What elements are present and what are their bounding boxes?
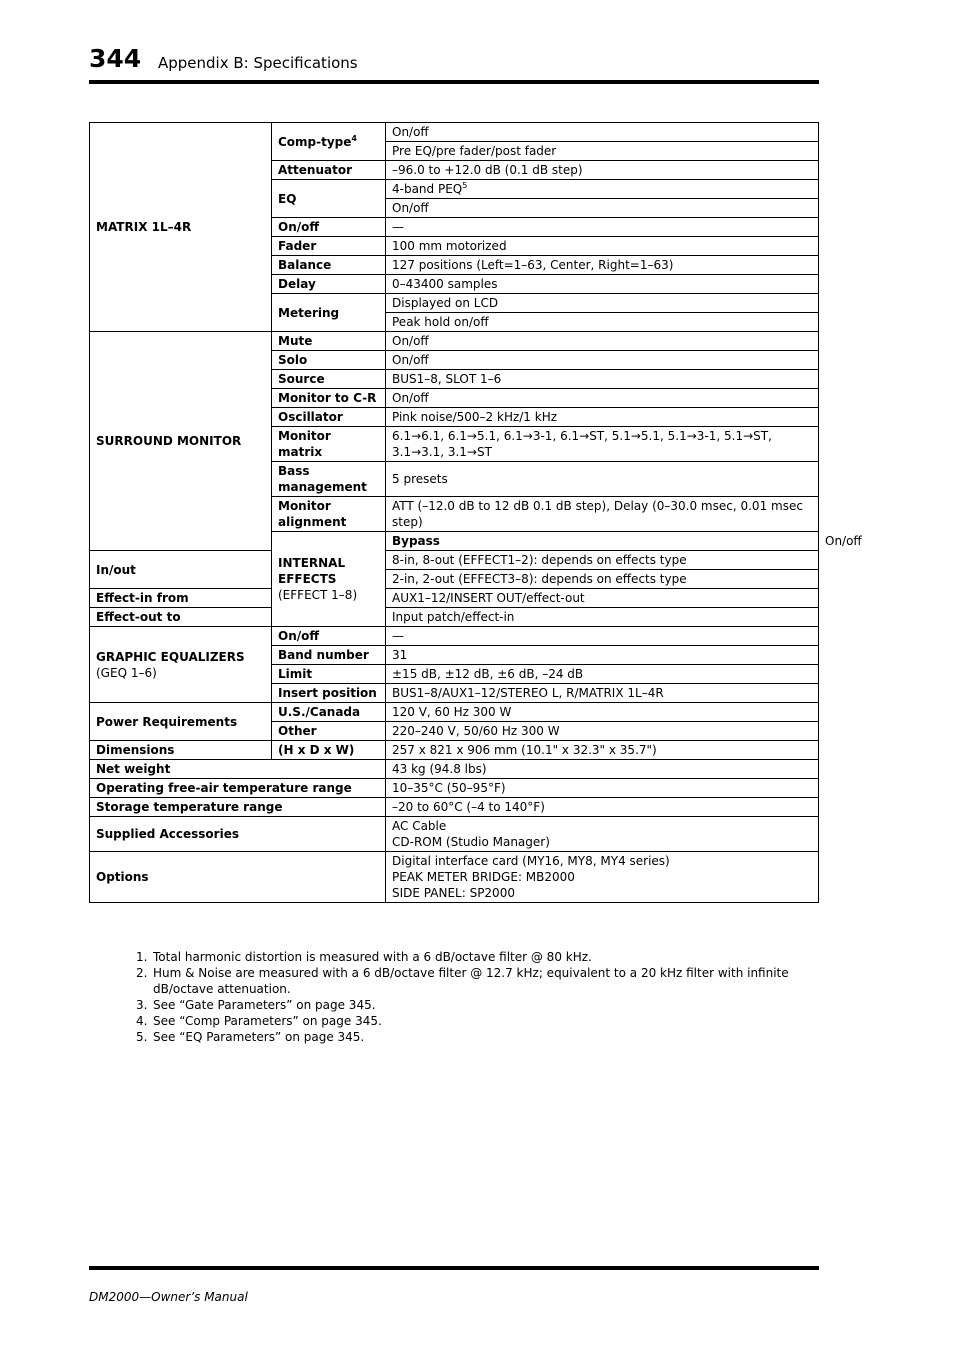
table-row (90, 703, 819, 722)
label-options: Options (90, 852, 386, 903)
value: 220–240 V, 50/60 Hz 300 W (386, 722, 819, 741)
footnote: 1. Total harmonic distortion is measured with a 6 dB/octave filter @ 80 kHz. (136, 950, 592, 964)
value: ±15 dB, ±12 dB, ±6 dB, –24 dB (386, 665, 819, 684)
param-band-number: Band number (272, 646, 386, 665)
specifications-table (89, 122, 862, 903)
param-effect-in-from: Effect-in from (90, 589, 272, 608)
param-effect-out-to: Effect-out to (90, 608, 272, 627)
table-row (90, 332, 819, 351)
table-row (90, 608, 819, 627)
param-limit: Limit (272, 665, 386, 684)
value: 6.1→6.1, 6.1→5.1, 6.1→3-1, 6.1→ST, 5.1→5.1, 5.1→3-1, 5.1→ST, 3.1→3.1, 3.1→ST (386, 427, 819, 462)
value: 10–35°C (50–95°F) (386, 779, 819, 798)
param-solo: Solo (272, 351, 386, 370)
table-row (90, 741, 819, 760)
value: 120 V, 60 Hz 300 W (386, 703, 819, 722)
value: On/off (386, 351, 819, 370)
value: On/off (386, 123, 819, 142)
table-row (90, 760, 819, 779)
value: AUX1–12/INSERT OUT/effect-out (386, 589, 819, 608)
param-attenuator: Attenuator (272, 161, 386, 180)
param-mute: Mute (272, 332, 386, 351)
value: BUS1–8/AUX1–12/STEREO L, R/MATRIX 1L–4R (386, 684, 819, 703)
table-row (90, 779, 819, 798)
value: On/off (386, 389, 819, 408)
param-in-out: In/out (90, 551, 272, 589)
table-row (90, 123, 819, 142)
param-hdw: (H x D x W) (272, 741, 386, 760)
param-bypass: Bypass (386, 532, 819, 551)
param-source: Source (272, 370, 386, 389)
param-fader: Fader (272, 237, 386, 256)
group-graphic-equalizers: GRAPHIC EQUALIZERS (GEQ 1–6) (90, 627, 272, 703)
param-oscillator: Oscillator (272, 408, 386, 427)
value: Pink noise/500–2 kHz/1 kHz (386, 408, 819, 427)
param-onoff: On/off (272, 218, 386, 237)
footer-text: DM2000—Owner’s Manual (89, 1290, 248, 1304)
label-net-weight: Net weight (90, 760, 386, 779)
group-matrix: MATRIX 1L–4R (90, 123, 272, 332)
header-rule (89, 80, 819, 84)
footnote: 2. Hum & Noise are measured with a 6 dB/octave filter @ 12.7 kHz; equivalent to a 20 kHz filter with infinite dB/octave attenuation. (136, 966, 789, 996)
value: ATT (–12.0 dB to 12 dB 0.1 dB step), Delay (0–30.0 msec, 0.01 msec step) (386, 497, 819, 532)
value: Pre EQ/pre fader/post fader (386, 142, 819, 161)
value: Digital interface card (MY16, MY8, MY4 series) PEAK METER BRIDGE: MB2000 SIDE PANEL: SP2000 (386, 852, 819, 903)
param-monitor-alignment: Monitor alignment (272, 497, 386, 532)
value: BUS1–8, SLOT 1–6 (386, 370, 819, 389)
param-onoff: On/off (272, 627, 386, 646)
value: 8-in, 8-out (EFFECT1–2): depends on effects type (386, 551, 819, 570)
group-power-requirements: Power Requirements (90, 703, 272, 741)
value: Peak hold on/off (386, 313, 819, 332)
label-storage-temp: Storage temperature range (90, 798, 386, 817)
value: –96.0 to +12.0 dB (0.1 dB step) (386, 161, 819, 180)
value: On/off (386, 199, 819, 218)
footnote: 5. See “EQ Parameters” on page 345. (136, 1030, 365, 1044)
footnote: 3. See “Gate Parameters” on page 345. (136, 998, 376, 1012)
footnotes (136, 949, 818, 1045)
table-row (90, 817, 819, 852)
param-us-canada: U.S./Canada (272, 703, 386, 722)
param-eq: EQ (272, 180, 386, 218)
page-number: 344 (89, 44, 142, 73)
group-internal-effects: INTERNAL EFFECTS (EFFECT 1–8) (272, 532, 386, 627)
value: 257 x 821 x 906 mm (10.1" x 32.3" x 35.7") (386, 741, 819, 760)
value: 2-in, 2-out (EFFECT3–8): depends on effects type (386, 570, 819, 589)
value: 4-band PEQ$^5$ (386, 180, 819, 199)
footer-rule (89, 1266, 819, 1270)
group-dimensions: Dimensions (90, 741, 272, 760)
param-bass-management: Bass management (272, 462, 386, 497)
value: 43 kg (94.8 lbs) (386, 760, 819, 779)
label-operating-temp: Operating free-air temperature range (90, 779, 386, 798)
table-row (90, 551, 819, 570)
table-row (90, 589, 819, 608)
table-row (90, 627, 819, 646)
value: — (386, 218, 819, 237)
value: 5 presets (386, 462, 819, 497)
param-metering: Metering (272, 294, 386, 332)
value: On/off (386, 332, 819, 351)
table-row: INTERNAL EFFECTS (EFFECT 1–8) Bypass On/off (90, 532, 819, 551)
param-other: Other (272, 722, 386, 741)
group-surround-monitor: SURROUND MONITOR (90, 332, 272, 551)
value: — (386, 627, 819, 646)
param-monitor-to-cr: Monitor to C-R (272, 389, 386, 408)
label-supplied-accessories: Supplied Accessories (90, 817, 386, 852)
value: AC Cable CD-ROM (Studio Manager) (386, 817, 819, 852)
param-balance: Balance (272, 256, 386, 275)
value: 127 positions (Left=1–63, Center, Right=1–63) (386, 256, 819, 275)
param-monitor-matrix: Monitor matrix (272, 427, 386, 462)
section-title: Appendix B: Specifications (158, 54, 358, 72)
param-comp-type: Comp-type$^4$ (272, 123, 386, 161)
table-row (90, 852, 819, 903)
value: 31 (386, 646, 819, 665)
param-delay: Delay (272, 275, 386, 294)
value: Input patch/effect-in (386, 608, 819, 627)
value: –20 to 60°C (–4 to 140°F) (386, 798, 819, 817)
value: 0–43400 samples (386, 275, 819, 294)
param-insert-position: Insert position (272, 684, 386, 703)
value: Displayed on LCD (386, 294, 819, 313)
table-row (90, 798, 819, 817)
value: 100 mm motorized (386, 237, 819, 256)
footnote: 4. See “Comp Parameters” on page 345. (136, 1014, 382, 1028)
